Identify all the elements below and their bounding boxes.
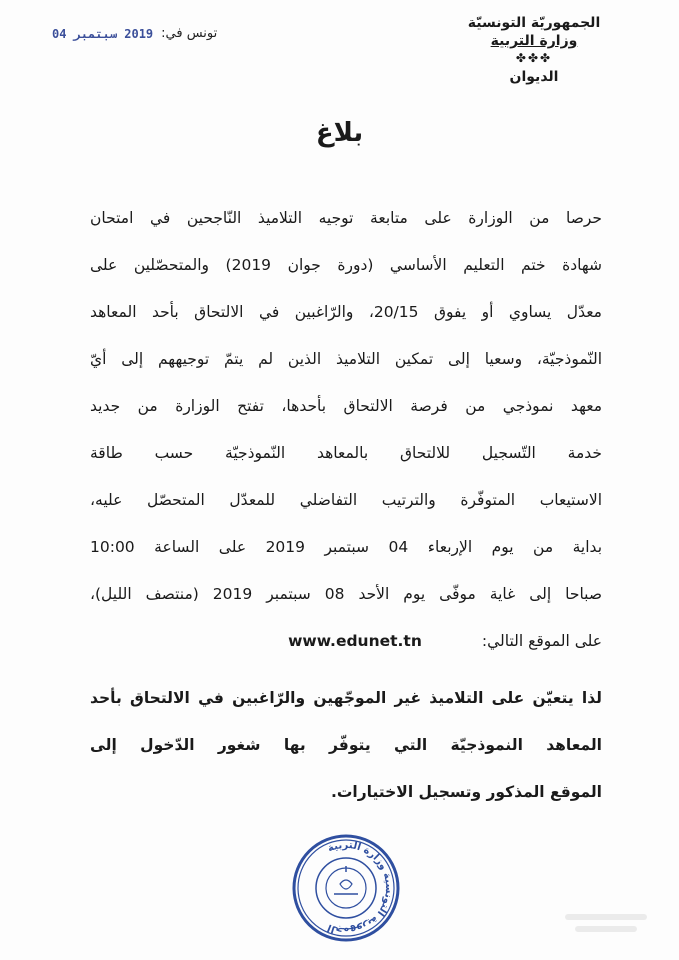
body-line: معدّل يساوي أو يفوق 20/15، والرّاغبين في الالتحاق بأحد المعاهد (90, 303, 602, 321)
announcement-body (90, 198, 602, 668)
notice-line: المعاهد النموذجيّة التي يتوفّر بها شغور الدّخول إلى (90, 736, 602, 754)
seal-text: الجمهورية التونسية وزارة التربية (326, 839, 395, 937)
document-title: بلاغ (315, 118, 364, 148)
body-line: شهادة ختم التعليم الأساسي (دورة جوان 2019) والمتحصّلين على (90, 256, 602, 274)
notice-paragraph (90, 678, 602, 819)
bleed-through-mark (561, 906, 651, 942)
body-line: خدمة التّسجيل للالتحاق بالمعاهد النّموذجيّة حسب طاقة (90, 444, 602, 462)
body-line: صباحا إلى غاية موفّى يوم الأحد 08 سبتمبر 2019 (منتصف الليل)، (90, 585, 603, 603)
body-line: معهد نموذجي من فرصة الالتحاق بأحدها، تفتح الوزارة من جديد (90, 397, 602, 415)
website-link[interactable]: www.edunet.tn (288, 632, 422, 650)
office-name: الديوان (509, 69, 559, 85)
republic-name: الجمهوريّة التونسيّة (467, 15, 601, 31)
body-line: الاستيعاب المتوفّرة والترتيب التفاضلي للمعدّل المتحصّل عليه، (90, 491, 602, 509)
notice-line: لذا يتعيّن على التلاميذ غير الموجّهين والرّاغبين في الالتحاق بأحد (90, 689, 602, 707)
notice-line: الموقع المذكور وتسجيل الاختيارات. (330, 783, 602, 801)
date-block (52, 26, 217, 41)
ministry-name: وزارة التربية (490, 33, 578, 49)
letterhead-stars: ✤✤✤ (515, 51, 553, 65)
place-label: تونس في: (161, 26, 218, 41)
body-line: بداية من يوم الإربعاء 04 سبتمبر 2019 على الساعة 10:00 (90, 538, 603, 556)
website-line (90, 621, 602, 668)
ministry-seal-icon (290, 832, 402, 944)
letterhead (459, 14, 609, 86)
date-stamp: 2019 سبتمبر 04 (52, 26, 154, 41)
website-prefix: على الموقع التالي: (481, 632, 602, 650)
body-line: النّموذجيّة، وسعيا إلى تمكين التلاميذ الذين لم يتمّ توجيههم إلى أيّ (90, 350, 602, 368)
body-line: حرصا من الوزارة على متابعة توجيه التلاميذ النّاجحين في امتحان (90, 209, 602, 227)
